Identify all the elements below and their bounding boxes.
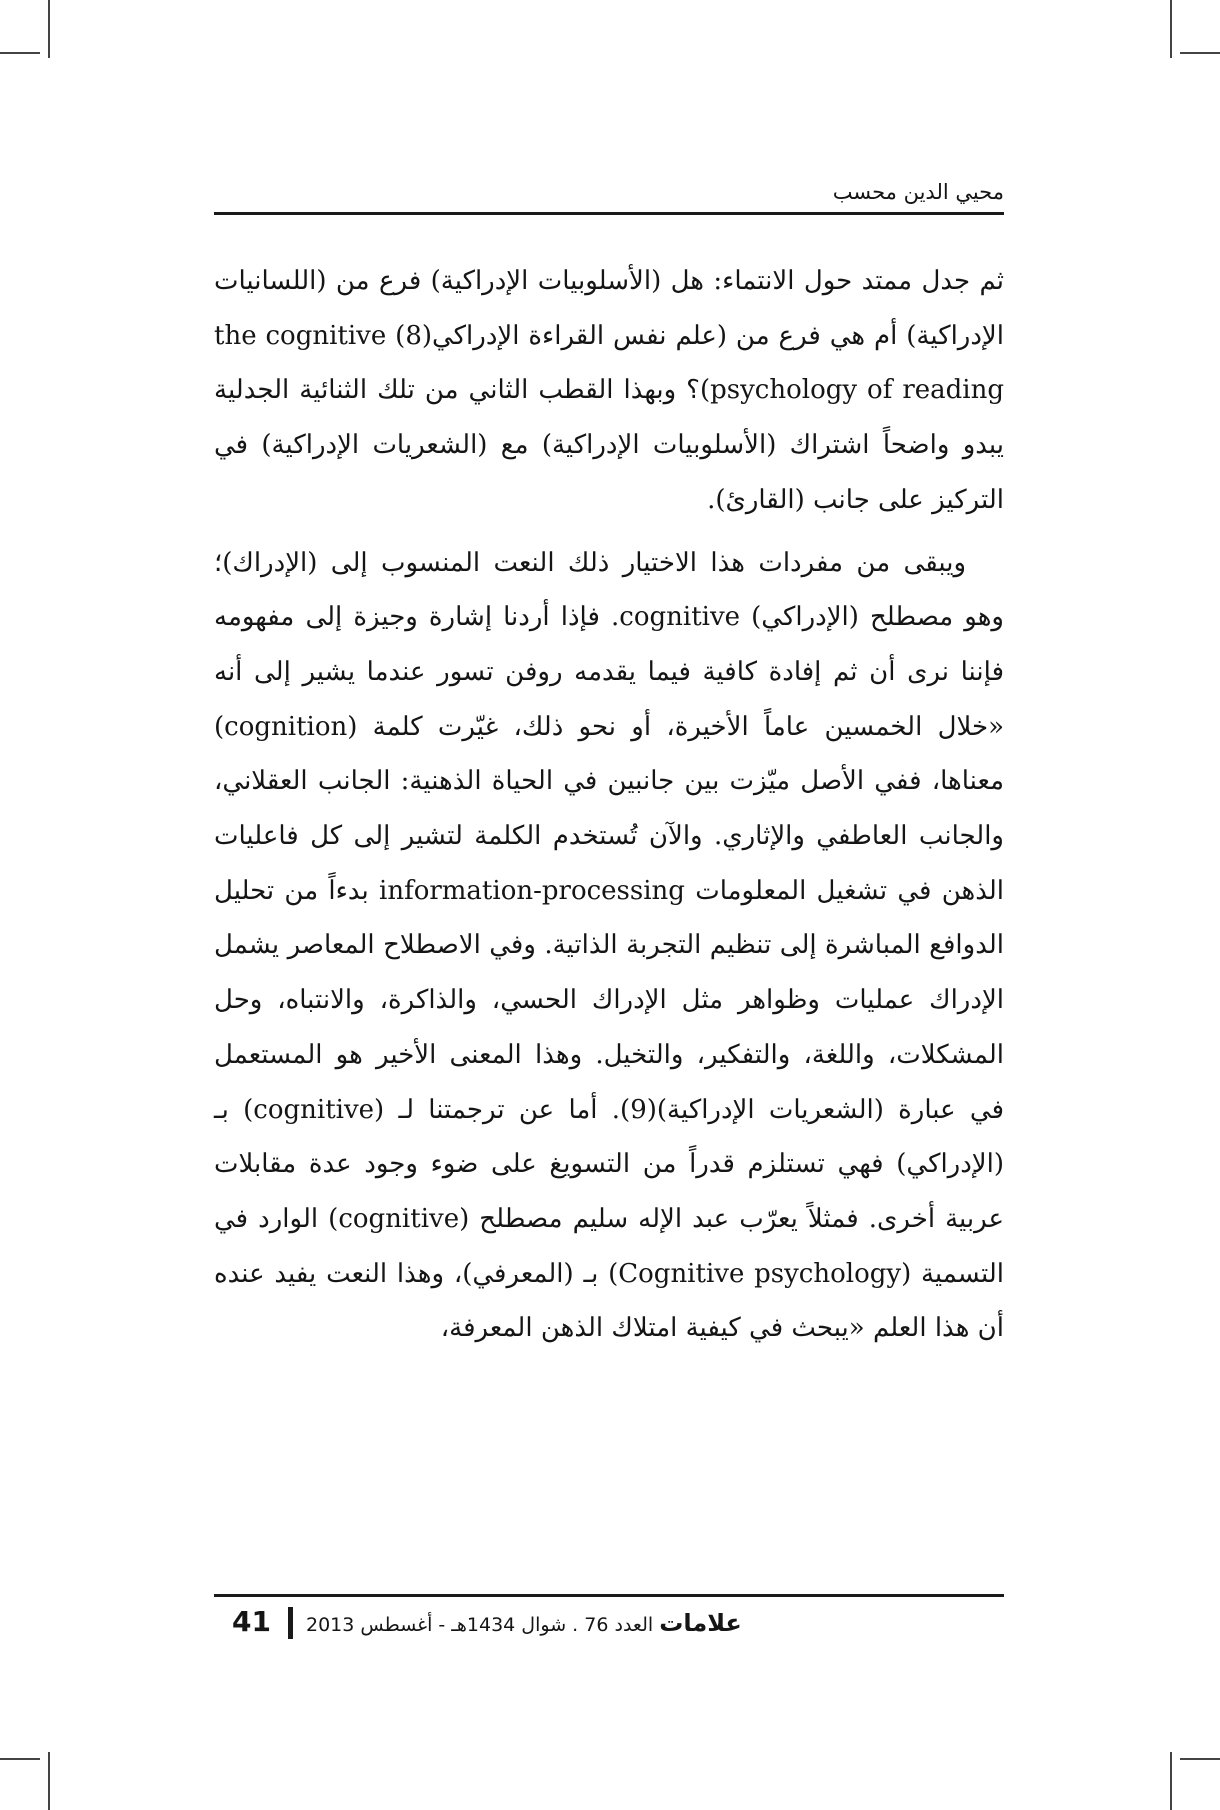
paragraph: ثم جدل ممتد حول الانتماء: هل (الأسلوبيات الإدراكية) فرع من (اللسانيات الإدراكية) أم هي فرع من (علم نفس القراءة الإدراكي(8) the cognitive psychology of reading)؟ وبهذا القطب الثاني من تلك الثنائية الجدلية يبدو واضحاً اشتراك (الأسلوبيات الإدراكية) مع (الشعريات الإدراكية) في التركيز على جانب (القارئ). — [214, 266, 1005, 515]
crop-mark — [48, 1752, 50, 1810]
page-number: 41 — [232, 1605, 271, 1638]
crop-mark — [0, 52, 40, 54]
crop-mark — [1170, 1752, 1172, 1810]
footer-divider — [288, 1607, 293, 1639]
crop-mark — [1170, 0, 1172, 58]
running-header — [214, 176, 1004, 215]
crop-mark — [1180, 1758, 1220, 1760]
crop-mark — [0, 1758, 40, 1760]
page-footer — [214, 1594, 1004, 1647]
article-body — [214, 254, 1004, 1544]
crop-mark — [1180, 52, 1220, 54]
paragraph: ويبقى من مفردات هذا الاختيار ذلك النعت المنسوب إلى (الإدراك)؛ وهو مصطلح (الإدراكي) cognitive. فإذا أردنا إشارة وجيزة إلى مفهومه فإننا نرى أن ثم إفادة كافية فيما يقدمه روفن تسور عندما يشير إلى أنه «خلال الخمسين عاماً الأخيرة، أو نحو ذلك، غيّرت كلمة (cognition) معناها، ففي الأصل ميّزت بين جانبين في الحياة الذهنية: الجانب العقلاني، والجانب العاطفي والإثاري. والآن تُستخدم الكلمة لتشير إلى كل فاعليات الذهن في تشغيل المعلومات information-processing بدءاً من تحليل الدوافع المباشرة إلى تنظيم التجربة الذاتية. وفي الاصطلاح المعاصر يشمل الإدراك عمليات وظواهر مثل الإدراك الحسي، والذاكرة، والانتباه، وحل المشكلات، واللغة، والتفكير، والتخيل. وهذا المعنى الأخير هو المستعمل في عبارة (الشعريات الإدراكية)(9). أما عن ترجمتنا لـ (cognitive) بـ (الإدراكي) فهي تستلزم قدراً من التسويغ على ضوء وجود عدة مقابلات عربية أخرى. فمثلاً يعرّب عبد الإله سليم مصطلح (cognitive) الوارد في التسمية (Cognitive psychology) بـ (المعرفي)، وهذا النعت يفيد عنده أن هذا العلم «يبحث في كيفية امتلاك الذهن المعرفة، — [214, 547, 1005, 1344]
crop-mark — [48, 0, 50, 58]
author-name: محيي الدين محسب — [832, 180, 1004, 204]
footer-publication — [306, 1609, 742, 1637]
journal-name: علامات — [659, 1609, 742, 1637]
issue-info: العدد 76 . شوال 1434هـ - أغسطس 2013 — [306, 1614, 654, 1636]
